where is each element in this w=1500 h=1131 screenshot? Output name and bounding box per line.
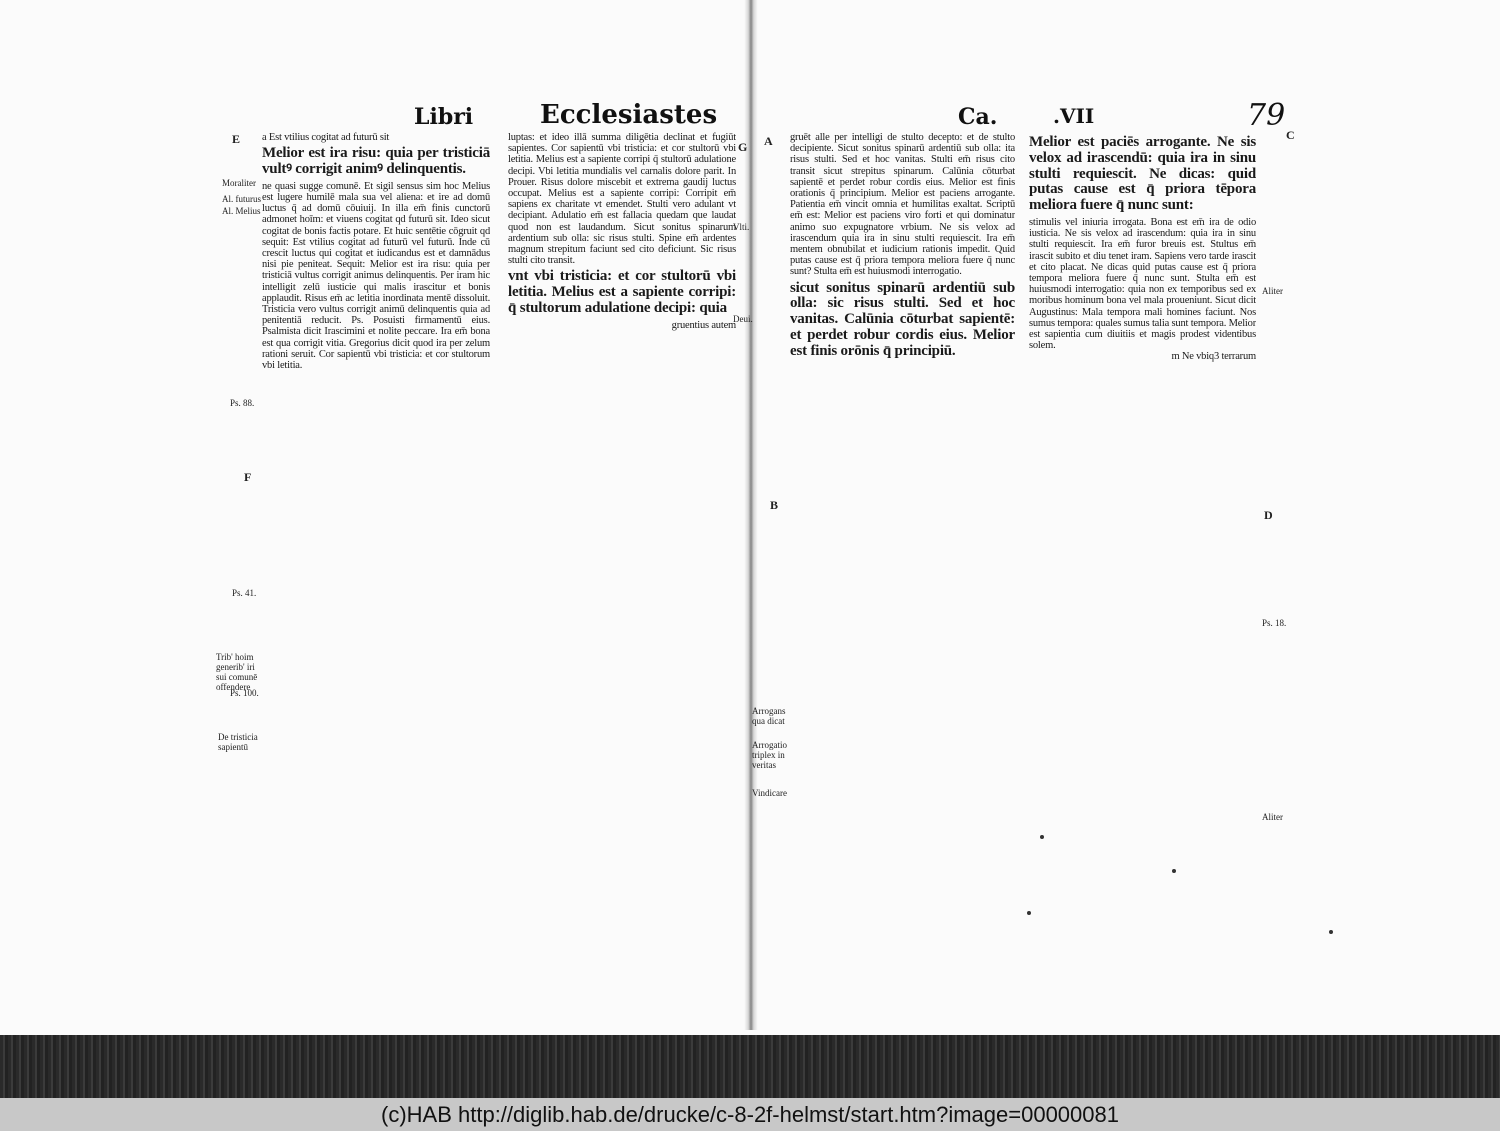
section-letter: D xyxy=(1264,508,1273,522)
marginal-note: Arrogans qua dicat xyxy=(752,706,786,726)
section-letter: E xyxy=(232,132,241,146)
marginal-note: Trib' hoim generib' iri sui comunē offendere xyxy=(216,652,258,692)
marginal-note: Ps. 41. xyxy=(232,588,257,598)
catchword: m Ne vbiq3 terrarum xyxy=(1171,351,1256,363)
scripture-verse: Melior est paciēs arrogante. Ne sis velox ad irascendū: quia ira in sinu stulti requiescit. Ne dicas: quid putas cause est q̄ priora tēpora meliora fuere q̄ nunc sunt: xyxy=(1029,134,1256,214)
right-page-column-2 xyxy=(1029,132,1256,782)
paper-speck xyxy=(1172,869,1176,873)
copyright-footer xyxy=(0,1098,1500,1131)
marginal-note: Aliter xyxy=(1262,286,1283,296)
chapter-number: .VII xyxy=(1053,104,1095,128)
paper-speck xyxy=(1040,835,1044,839)
scan-edge-band xyxy=(0,1035,1500,1105)
scripture-verse: Melior est ira risu: quia per tristiciā vultꝰ corrigit animꝰ delinquentis. xyxy=(262,145,490,177)
marginal-note: Vindicare xyxy=(752,788,787,798)
marginal-note: Ps. 18. xyxy=(1262,618,1287,628)
column-text: a Est vtilius cogitat ad futurū sit xyxy=(262,132,390,143)
marginal-note: Moraliter xyxy=(222,178,256,188)
left-page-column-2 xyxy=(508,132,736,852)
marginal-note: De tristicia sapientū xyxy=(218,732,258,752)
section-letter: C xyxy=(1286,128,1295,142)
column-text: stimulis vel iniuria irrogata. Bona est em̄ ira de odio iusticia. Ne sis velox ad irascendum: quia ira in sinu stulti requiescit. Ira em̄ furor breuis est. Stultus em̄ irascit subito et diu tenet iram. Sapiens vero tarde irascit et cito placat. Ne dicas quid putas cause est q̄ priora tempora meliora fuere q̄ nunc sunt. Stulta em̄ est huiusmodi interrogatio: quia non ex temporibus sed ex moribus hominum bona vel mala proueniunt. Sicut dicit Augustinus: Mala tempora mali homines faciunt. Nos sumus tempora: quales sumus talia sunt tempora. Melior est sapientia cum diuitiis et magis prodest videntibus solem. xyxy=(1029,216,1256,352)
footer-credit: (c)HAB http://diglib.hab.de/drucke/c-8-2f-helmst/start.htm?image=00000081 xyxy=(381,1101,1119,1127)
scripture-verse: vnt vbi tristicia: et cor stultorū vbi letitia. Melius est a sapiente corripi: q̄ stultorum adulatione decipi: quia xyxy=(508,268,736,317)
marginal-note: Aliter xyxy=(1262,812,1283,822)
marginal-note: Arrogatio triplex in veritas xyxy=(752,740,787,770)
section-letter: A xyxy=(764,134,773,148)
running-head-right: Ca. xyxy=(958,104,998,130)
left-page-column-1 xyxy=(262,132,490,862)
section-letter: B xyxy=(770,498,779,512)
section-letter: G xyxy=(738,140,748,154)
scripture-verse: sicut sonitus spinarū ardentiū sub olla: sic risus stulti. Sed et hoc vanitas. Calūnia cōturbat sapientē: et perdet robur cordis eius. Melior est finis orōnis q̄ principiū. xyxy=(790,279,1015,359)
section-letter: F xyxy=(244,470,252,484)
column-text: luptas: et ideo illā summa diligētia declinat et fugiūt sapientes. Cor sapientū vbi tristicia: et cor stultorū vbi letitia. Melius est a sapiente corripi q̄ stultorū adulatione decipi. Vbi letitia mundialis vel carnalis dolore parit. In Prouer. Risus dolore miscebit et extrema gaudij luctus occupat. Melius est a sapiente corripi: Corripit em̄ sapiens ex charitate vt emendet. Stulti vero adulant vt decipiant. Adulatio em̄ est fallacia quedam que laudat quod non est laudandum. Sicut sonitus spinarum ardentium sub olla: sic risus stulti. Spine em̄ ardentes magnum strepitum faciunt sed cito deficiunt. Sic risus stulti cito transit. xyxy=(508,132,736,267)
running-head-left: Libri xyxy=(414,104,474,130)
folio-number: 79 xyxy=(1247,98,1286,133)
paper-speck xyxy=(1329,930,1333,934)
right-page-column-1 xyxy=(790,132,1015,782)
marginal-note: Al. futurus xyxy=(222,194,261,204)
marginal-note: Ps. 100. xyxy=(230,688,259,698)
marginal-note: Vlti. xyxy=(733,222,750,232)
commentary-text: ne quasi sugge comunē. Et sigil sensus sim hoc Melius est lugere humilē mala sua vel aliena: et ire ad domū luctus q̄ ad domū cōuiuij. In illa em̄ finis cunctorū admonet hoīm: et viuens cogitat qd futurū sit. Ideo sicut cogitat de bonis factis potare. Et huic sentētie cōgruit qd sequit: Est vtilius cogitat ad futurū vel futurū. Inde cū crescit luctus qui cogitat et iudicandus est et damnādus nisi pie peniteat. Sequit: Melior est ira risu: quia per tristiciā vultus corrigit animus delinquentis. Per iram hic intelligit zelū iusticie qui malis irascitur et bonis applaudit. Risus em̄ ac letitia inordinata mentē dissoluit. Tristicia vero vultus corrigit animū delinquentis quia ad penitentiā reducit. Ps. Posuisti firmamentū eius. Psalmista dicit Irascimini et nolite peccare. Ira em̄ bona est qua corrigit vitia. Gregorius dicit quod ira per zelum rationi seruit. Cor sapientū vbi tristicia: et cor stultorum vbi letitia. xyxy=(262,180,490,372)
marginal-note: Deui. xyxy=(733,314,753,324)
marginal-note: Ps. 88. xyxy=(230,398,255,408)
catchword: gruentius autem xyxy=(671,319,736,331)
column-text: gruēt alle per intelligi de stulto decepto: et de stulto decipiente. Sicut sonitus spinarū ardentiū sub olla: ita risus stulti. Sed et hoc vanitas. Stulti em̄ risus cito transit sicut strepitus spinarum. Calūnia cōturbat sapientē et perdet robur cordis eius. Melior est finis orationis q̄ principium. Melior est paciens arrogante. Patientia em̄ vincit omnia et humilitas exaltat. Scriptū em̄ est: Melior est paciens viro forti et qui dominatur animo suo expugnatore vrbium. Ne sis velox ad irascendum quia ira in sinu stulti requiescit. Ira em̄ mentem obnubilat et iudicium rationis impedit. Quid putas cause est q̄ priora tempora meliora fuere q̄ nunc sunt? Stulta em̄ est huiusmodi interrogatio. xyxy=(790,132,1015,278)
paper-speck xyxy=(1027,911,1031,915)
marginal-note: Al. Melius xyxy=(222,206,261,216)
book-title: Ecclesiastes xyxy=(540,100,718,130)
